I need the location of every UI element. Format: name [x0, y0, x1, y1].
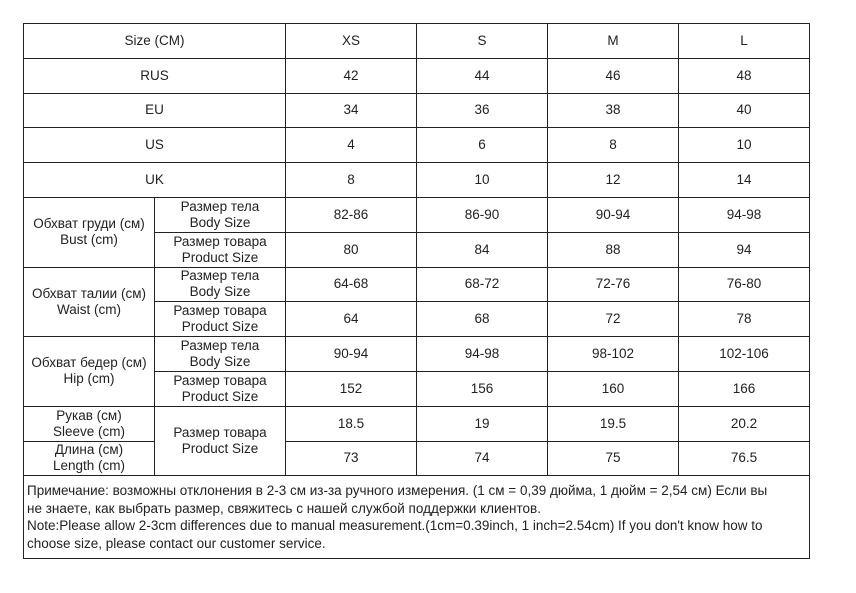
cell: 8: [548, 128, 679, 163]
cell: 12: [548, 163, 679, 198]
note-line-en-2: choose size, please contact our customer service.: [27, 535, 326, 551]
cell: 72-76: [548, 267, 679, 302]
note-line-en-1: Note:Please allow 2-3cm differences due to manual measurement.(1cm=0.39inch, 1 inch=2.54cm) If you don't know how to: [27, 518, 763, 534]
size-chart-table: [23, 23, 810, 559]
table-row-us: [24, 128, 810, 163]
table-row-uk: [24, 163, 810, 198]
cell: 160: [548, 371, 679, 406]
sub-label-body: Размер тела Body Size: [155, 267, 286, 302]
cell: 38: [548, 93, 679, 128]
cell: 90-94: [286, 337, 417, 372]
measure-label-en: Bust (cm): [60, 232, 118, 248]
table-row-bust-body: [24, 197, 810, 232]
sub-label-body: Размер тела Body Size: [155, 337, 286, 372]
cell: 76.5: [679, 441, 810, 476]
measure-label-ru: Обхват бедер (см): [31, 355, 147, 371]
cell: 94-98: [417, 337, 548, 372]
cell: 78: [679, 302, 810, 337]
cell: 42: [286, 58, 417, 93]
cell: 94: [679, 232, 810, 267]
cell: 86-90: [417, 197, 548, 232]
cell: 40: [679, 93, 810, 128]
cell: 64-68: [286, 267, 417, 302]
cell: 90-94: [548, 197, 679, 232]
measure-label-en: Waist (cm): [57, 301, 121, 317]
measure-label-bust: [24, 197, 155, 267]
cell: 94-98: [679, 197, 810, 232]
cell: 19: [417, 406, 548, 441]
cell: 74: [417, 441, 548, 476]
cell: 166: [679, 371, 810, 406]
sub-label-product: Размер товара Product Size: [155, 232, 286, 267]
measurement-note: [24, 476, 810, 559]
cell: 88: [548, 232, 679, 267]
cell: 44: [417, 58, 548, 93]
cell: 98-102: [548, 337, 679, 372]
cell: 72: [548, 302, 679, 337]
size-header-label: Size (CM): [24, 24, 286, 59]
cell: 152: [286, 371, 417, 406]
cell: 19.5: [548, 406, 679, 441]
row-label: UK: [24, 163, 286, 198]
cell: 36: [417, 93, 548, 128]
size-header-xs: XS: [286, 24, 417, 59]
cell: 102-106: [679, 337, 810, 372]
table-row-eu: [24, 93, 810, 128]
sub-label-product: Размер товара Product Size: [155, 406, 286, 476]
row-label: RUS: [24, 58, 286, 93]
measure-label-sleeve: [24, 406, 155, 441]
measure-label-ru: Рукав (см): [56, 407, 122, 423]
cell: 73: [286, 441, 417, 476]
cell: 18.5: [286, 406, 417, 441]
note-line-ru-2: не знаете, как выбрать размер, свяжитесь с нашей службой поддержки клиентов.: [27, 500, 541, 516]
cell: 68-72: [417, 267, 548, 302]
cell: 76-80: [679, 267, 810, 302]
cell: 14: [679, 163, 810, 198]
size-header-l: L: [679, 24, 810, 59]
cell: 6: [417, 128, 548, 163]
cell: 82-86: [286, 197, 417, 232]
size-header-row: [24, 24, 810, 59]
measure-label-ru: Обхват талии (см): [32, 285, 146, 301]
cell: 68: [417, 302, 548, 337]
measure-label-en: Length (cm): [52, 458, 126, 474]
measure-label-waist: [24, 267, 155, 337]
size-header-s: S: [417, 24, 548, 59]
cell: 64: [286, 302, 417, 337]
cell: 75: [548, 441, 679, 476]
sub-label-product: Размер товара Product Size: [155, 302, 286, 337]
table-row-sleeve: [24, 406, 810, 441]
sub-label-product: Размер товара Product Size: [155, 371, 286, 406]
table-row-waist-body: [24, 267, 810, 302]
cell: 34: [286, 93, 417, 128]
measure-label-ru: Обхват груди (см): [33, 216, 145, 232]
cell: 156: [417, 371, 548, 406]
sub-label-body: Размер тела Body Size: [155, 197, 286, 232]
table-row-length: [24, 441, 810, 476]
table-row-hip-body: [24, 337, 810, 372]
cell: 10: [417, 163, 548, 198]
measure-label-en: Hip (cm): [63, 371, 115, 387]
measure-label-length: [24, 441, 155, 476]
measure-label-hip: [24, 337, 155, 407]
measure-label-en: Sleeve (cm): [52, 423, 125, 439]
cell: 10: [679, 128, 810, 163]
table-row-note: [24, 476, 810, 559]
measure-label-ru: Длина (см): [54, 442, 124, 458]
cell: 80: [286, 232, 417, 267]
table-row-rus: [24, 58, 810, 93]
note-line-ru-1: Примечание: возможны отклонения в 2-3 см из-за ручного измерения. (1 см = 0,39 дюйма, 1 дюйм = 2,54 см) Если вы: [27, 483, 768, 499]
row-label: EU: [24, 93, 286, 128]
cell: 4: [286, 128, 417, 163]
cell: 84: [417, 232, 548, 267]
row-label: US: [24, 128, 286, 163]
cell: 48: [679, 58, 810, 93]
size-header-m: M: [548, 24, 679, 59]
cell: 20.2: [679, 406, 810, 441]
cell: 46: [548, 58, 679, 93]
cell: 8: [286, 163, 417, 198]
